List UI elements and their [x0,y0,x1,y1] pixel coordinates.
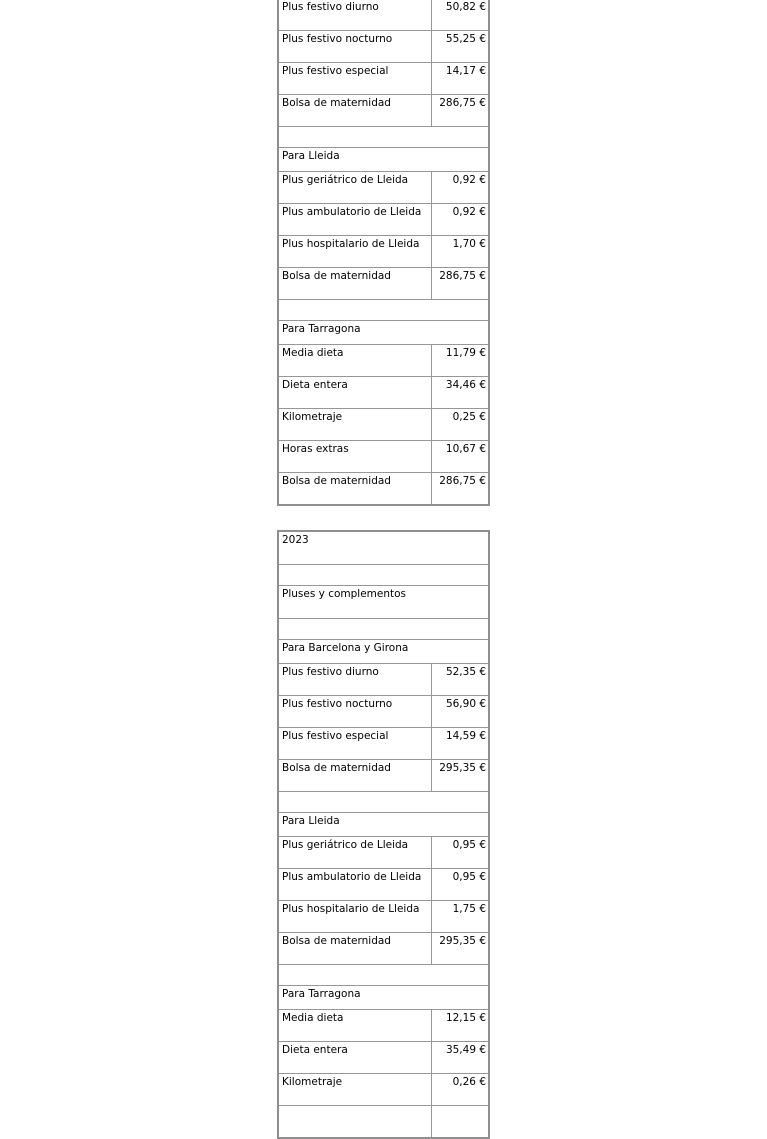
row-label: Plus ambulatorio de Lleida [278,204,431,236]
title-row [278,531,489,565]
section-header-row [278,321,489,345]
row-label: Plus festivo nocturno [278,31,431,63]
table-row [278,95,489,127]
row-label: Kilometraje [278,409,431,441]
spacer-row [278,127,489,148]
table-row [278,728,489,760]
table-row-cutoff [278,1106,489,1139]
table-row [278,696,489,728]
table-row [278,933,489,965]
row-value: 0,95 € [431,869,489,901]
row-value: 286,75 € [431,473,489,506]
pluses-table-2023 [277,530,490,1139]
spacer-cell [278,965,489,986]
spacer-row [278,792,489,813]
row-value: 1,75 € [431,901,489,933]
pluses-table-upper-body [278,0,489,505]
row-value [431,1106,489,1139]
row-value: 286,75 € [431,268,489,300]
spacer-cell [278,792,489,813]
row-label: Bolsa de maternidad [278,760,431,792]
header-cell: Para Barcelona y Girona [278,640,489,664]
row-value: 52,35 € [431,664,489,696]
row-value: 34,46 € [431,377,489,409]
row-value: 295,35 € [431,760,489,792]
spacer-cell [278,619,489,640]
header-cell: Pluses y complementos [278,586,489,619]
header-cell: Para Tarragona [278,321,489,345]
row-label: Dieta entera [278,377,431,409]
row-label: Bolsa de maternidad [278,933,431,965]
row-label: Media dieta [278,345,431,377]
row-label: Horas extras [278,441,431,473]
row-value: 0,92 € [431,172,489,204]
row-label: Plus geriátrico de Lleida [278,172,431,204]
table-row [278,760,489,792]
table-row [278,869,489,901]
header-cell: Para Lleida [278,148,489,172]
table-row [278,377,489,409]
row-value: 295,35 € [431,933,489,965]
row-value: 50,82 € [431,0,489,31]
row-value: 14,17 € [431,63,489,95]
row-label: Plus festivo diurno [278,664,431,696]
row-label [278,1106,431,1139]
header-cell: Para Lleida [278,813,489,837]
table-row [278,1010,489,1042]
row-value: 12,15 € [431,1010,489,1042]
row-value: 0,92 € [431,204,489,236]
section-header-row [278,148,489,172]
table-row [278,409,489,441]
row-label: Plus geriátrico de Lleida [278,837,431,869]
row-value: 55,25 € [431,31,489,63]
table-row [278,473,489,506]
table-row [278,268,489,300]
section-header-row [278,640,489,664]
spacer-cell [278,127,489,148]
row-label: Media dieta [278,1010,431,1042]
row-label: Plus hospitalario de Lleida [278,236,431,268]
row-value: 11,79 € [431,345,489,377]
header-cell: 2023 [278,531,489,565]
row-label: Plus festivo especial [278,728,431,760]
row-value: 10,67 € [431,441,489,473]
row-value: 0,26 € [431,1074,489,1106]
table-row [278,63,489,95]
row-value: 0,25 € [431,409,489,441]
row-label: Bolsa de maternidad [278,268,431,300]
row-value: 56,90 € [431,696,489,728]
table-row [278,172,489,204]
table-row [278,441,489,473]
table-row [278,1074,489,1106]
row-label: Plus ambulatorio de Lleida [278,869,431,901]
row-value: 14,59 € [431,728,489,760]
row-label: Plus hospitalario de Lleida [278,901,431,933]
table-row [278,901,489,933]
row-value: 35,49 € [431,1042,489,1074]
row-label: Plus festivo nocturno [278,696,431,728]
row-label: Bolsa de maternidad [278,473,431,506]
table-row [278,204,489,236]
title-row [278,586,489,619]
row-label: Dieta entera [278,1042,431,1074]
table-row [278,0,489,31]
section-header-row [278,986,489,1010]
table-row [278,345,489,377]
row-value: 286,75 € [431,95,489,127]
table-row [278,1042,489,1074]
row-value: 1,70 € [431,236,489,268]
table-row [278,31,489,63]
table-row [278,236,489,268]
row-label: Bolsa de maternidad [278,95,431,127]
row-value: 0,95 € [431,837,489,869]
pluses-table-upper [277,0,490,506]
header-cell: Para Tarragona [278,986,489,1010]
spacer-cell [278,565,489,586]
pluses-table-2023-body [278,531,489,1138]
spacer-row [278,965,489,986]
section-header-row [278,813,489,837]
table-row [278,837,489,869]
row-label: Plus festivo diurno [278,0,431,31]
spacer-row [278,300,489,321]
spacer-row [278,565,489,586]
table-row [278,664,489,696]
spacer-cell [278,300,489,321]
row-label: Plus festivo especial [278,63,431,95]
row-label: Kilometraje [278,1074,431,1106]
spacer-row [278,619,489,640]
